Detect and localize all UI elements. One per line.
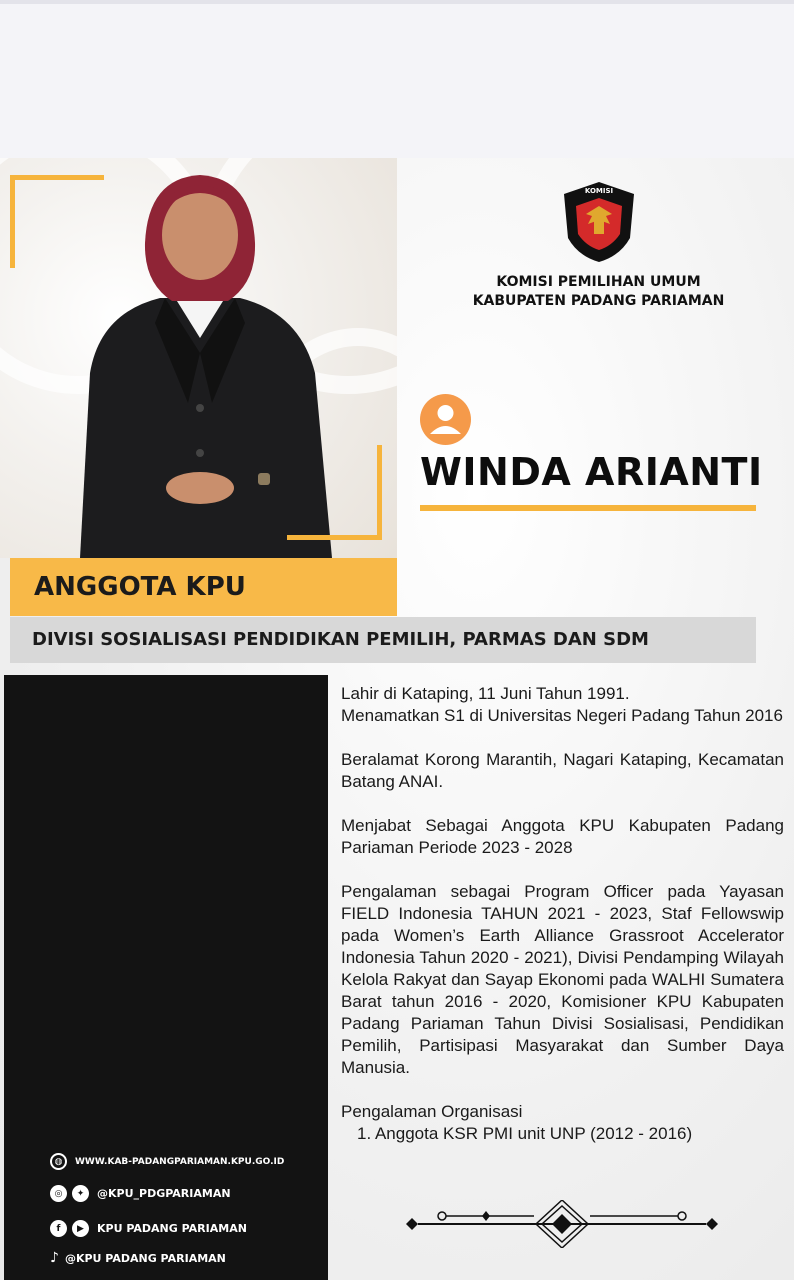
website-row[interactable] (50, 1153, 284, 1170)
role-title: ANGGOTA KPU (34, 572, 246, 602)
bio-birth: Lahir di Kataping, 11 Juni Tahun 1991. (341, 684, 630, 703)
bio-position: Menjabat Sebagai Anggota KPU Kabupaten Padang Pariaman Periode 2023 - 2028 (341, 816, 784, 857)
name-underline (420, 505, 756, 511)
youtube-icon: ▶ (72, 1220, 89, 1237)
twitter-icon: ✦ (72, 1185, 89, 1202)
portrait-photo (0, 158, 397, 558)
instagram-twitter-handle[interactable]: @KPU_PDGPARIAMAN (97, 1187, 231, 1200)
frame-corner-left (10, 175, 15, 268)
profile-poster (0, 158, 794, 1280)
globe-icon: ◍ (50, 1153, 67, 1170)
profile-name: WINDA ARIANTI (420, 450, 763, 494)
decorative-ornament (404, 1200, 720, 1248)
division-band (10, 617, 756, 663)
frame-corner-right (377, 445, 382, 540)
top-blank-band (0, 0, 794, 158)
facebook-icon: f (50, 1220, 67, 1237)
bio-education: Menamatkan S1 di Universitas Negeri Padang Tahun 2016 (341, 706, 783, 725)
tiktok-icon: ♪ (50, 1250, 59, 1266)
tiktok-row[interactable] (50, 1250, 226, 1266)
logo-top-text: KOMISI (584, 187, 614, 195)
role-band (10, 558, 397, 616)
person-illustration (60, 173, 340, 558)
tiktok-handle[interactable]: @KPU PADANG PARIAMAN (64, 1251, 226, 1265)
instagram-twitter-row[interactable] (50, 1185, 231, 1202)
bio-address: Beralamat Korong Marantih, Nagari Kataping, Kecamatan Batang ANAI. (341, 750, 784, 791)
facebook-youtube-handle[interactable]: KPU PADANG PARIAMAN (97, 1222, 247, 1235)
organization-name (420, 273, 777, 311)
instagram-icon: ◎ (50, 1185, 67, 1202)
organization-line-1: KOMISI PEMILIHAN UMUM (496, 274, 701, 290)
user-icon (420, 394, 471, 445)
division-title: DIVISI SOSIALISASI PENDIDIKAN PEMILIH, PARMAS DAN SDM (32, 629, 649, 650)
facebook-youtube-row[interactable] (50, 1220, 247, 1237)
biography (341, 683, 784, 1145)
social-panel (4, 675, 328, 1280)
website-link[interactable]: WWW.KAB-PADANGPARIAMAN.KPU.GO.ID (75, 1156, 285, 1167)
bio-org-item: 1. Anggota KSR PMI unit UNP (2012 - 2016) (357, 1124, 693, 1143)
bio-org-heading: Pengalaman Organisasi (341, 1102, 523, 1121)
organization-line-2: KABUPATEN PADANG PARIAMAN (472, 293, 725, 309)
kpu-logo (560, 180, 638, 264)
bio-experience: Pengalaman sebagai Program Officer pada Yayasan FIELD Indonesia TAHUN 2021 - 2023, Staf Fellowswip pada Women’s Earth Alliance Grassroot Accelerator Indonesia Tahun 2020 - 2021), Divisi Pendamping Wilayah Kelola Rakyat dan Sayap Ekonomi pada WALHI Sumatera Barat tahun 2016 - 2020, Komisioner KPU Kabupaten Padang Pariaman Tahun Divisi Sosialisasi, Pendidikan Pemilih, Partisipasi Masyarakat dan Sumber Daya Manusia. (341, 882, 784, 1077)
frame-corner-top (10, 175, 104, 180)
frame-corner-bottom (287, 535, 382, 540)
